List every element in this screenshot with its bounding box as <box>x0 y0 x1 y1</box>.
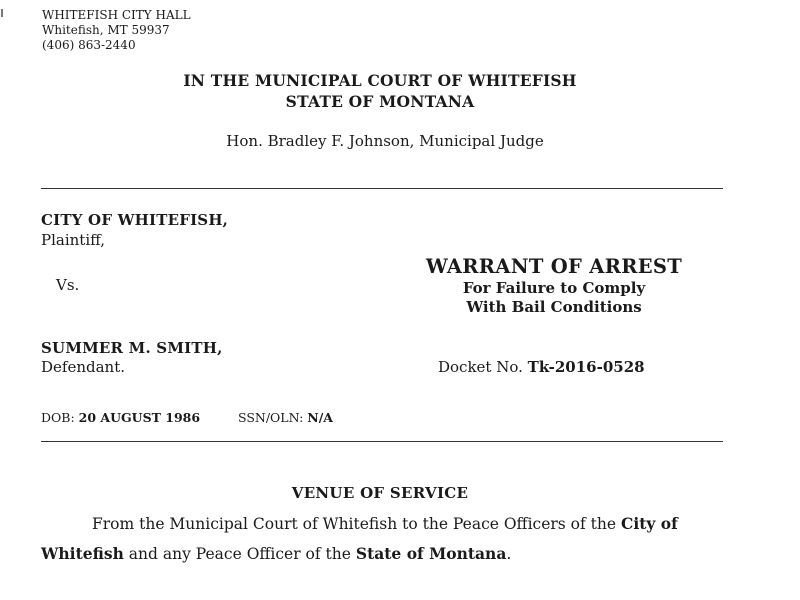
address-block <box>42 8 191 53</box>
court-name-line-1: IN THE MUNICIPAL COURT OF WHITEFISH <box>183 71 577 90</box>
venue-heading: VENUE OF SERVICE <box>291 484 469 502</box>
versus-label: Vs. <box>56 276 80 294</box>
scan-mark <box>1 9 3 17</box>
divider-bottom <box>41 441 723 442</box>
docket-label: Docket No. <box>438 358 523 376</box>
venue-line-1-bold: City of <box>620 514 678 533</box>
venue-line-2-end: . <box>506 545 512 563</box>
ssn-field <box>238 410 333 425</box>
venue-line-1 <box>92 514 678 533</box>
address-line-1: WHITEFISH CITY HALL <box>42 8 191 22</box>
ssn-label: SSN/OLN: <box>238 410 304 425</box>
plaintiff-name: CITY OF WHITEFISH, <box>41 211 229 229</box>
address-line-2: Whitefish, MT 59937 <box>42 23 170 37</box>
defendant-role: Defendant. <box>41 358 125 376</box>
dob-label: DOB: <box>41 410 75 425</box>
venue-line-2-bold-1: Whitefish <box>41 544 124 563</box>
warrant-subtitle-line-1: For Failure to Comply <box>462 279 646 297</box>
warrant-subtitle-line-2: With Bail Conditions <box>466 298 642 316</box>
dob-field <box>41 410 200 425</box>
dob-value: 20 AUGUST 1986 <box>78 410 201 425</box>
docket-number <box>438 358 645 376</box>
divider-top <box>41 188 723 189</box>
venue-line-2 <box>41 544 511 563</box>
defendant-name: SUMMER M. SMITH, <box>41 339 223 357</box>
address-phone: (406) 863-2440 <box>42 38 136 52</box>
venue-line-2-bold-2: State of Montana <box>355 544 507 563</box>
docket-value: Tk-2016-0528 <box>527 358 645 376</box>
venue-line-1-text: From the Municipal Court of Whitefish to the Peace Officers of the <box>92 515 621 533</box>
plaintiff-role: Plaintiff, <box>41 231 106 249</box>
venue-line-2-text: and any Peace Officer of the <box>123 545 356 563</box>
ssn-value: N/A <box>307 410 333 425</box>
judge-name: Hon. Bradley F. Johnson, Municipal Judge <box>226 132 544 150</box>
court-name-line-2: STATE OF MONTANA <box>285 92 475 111</box>
warrant-title: WARRANT OF ARREST <box>425 255 683 278</box>
